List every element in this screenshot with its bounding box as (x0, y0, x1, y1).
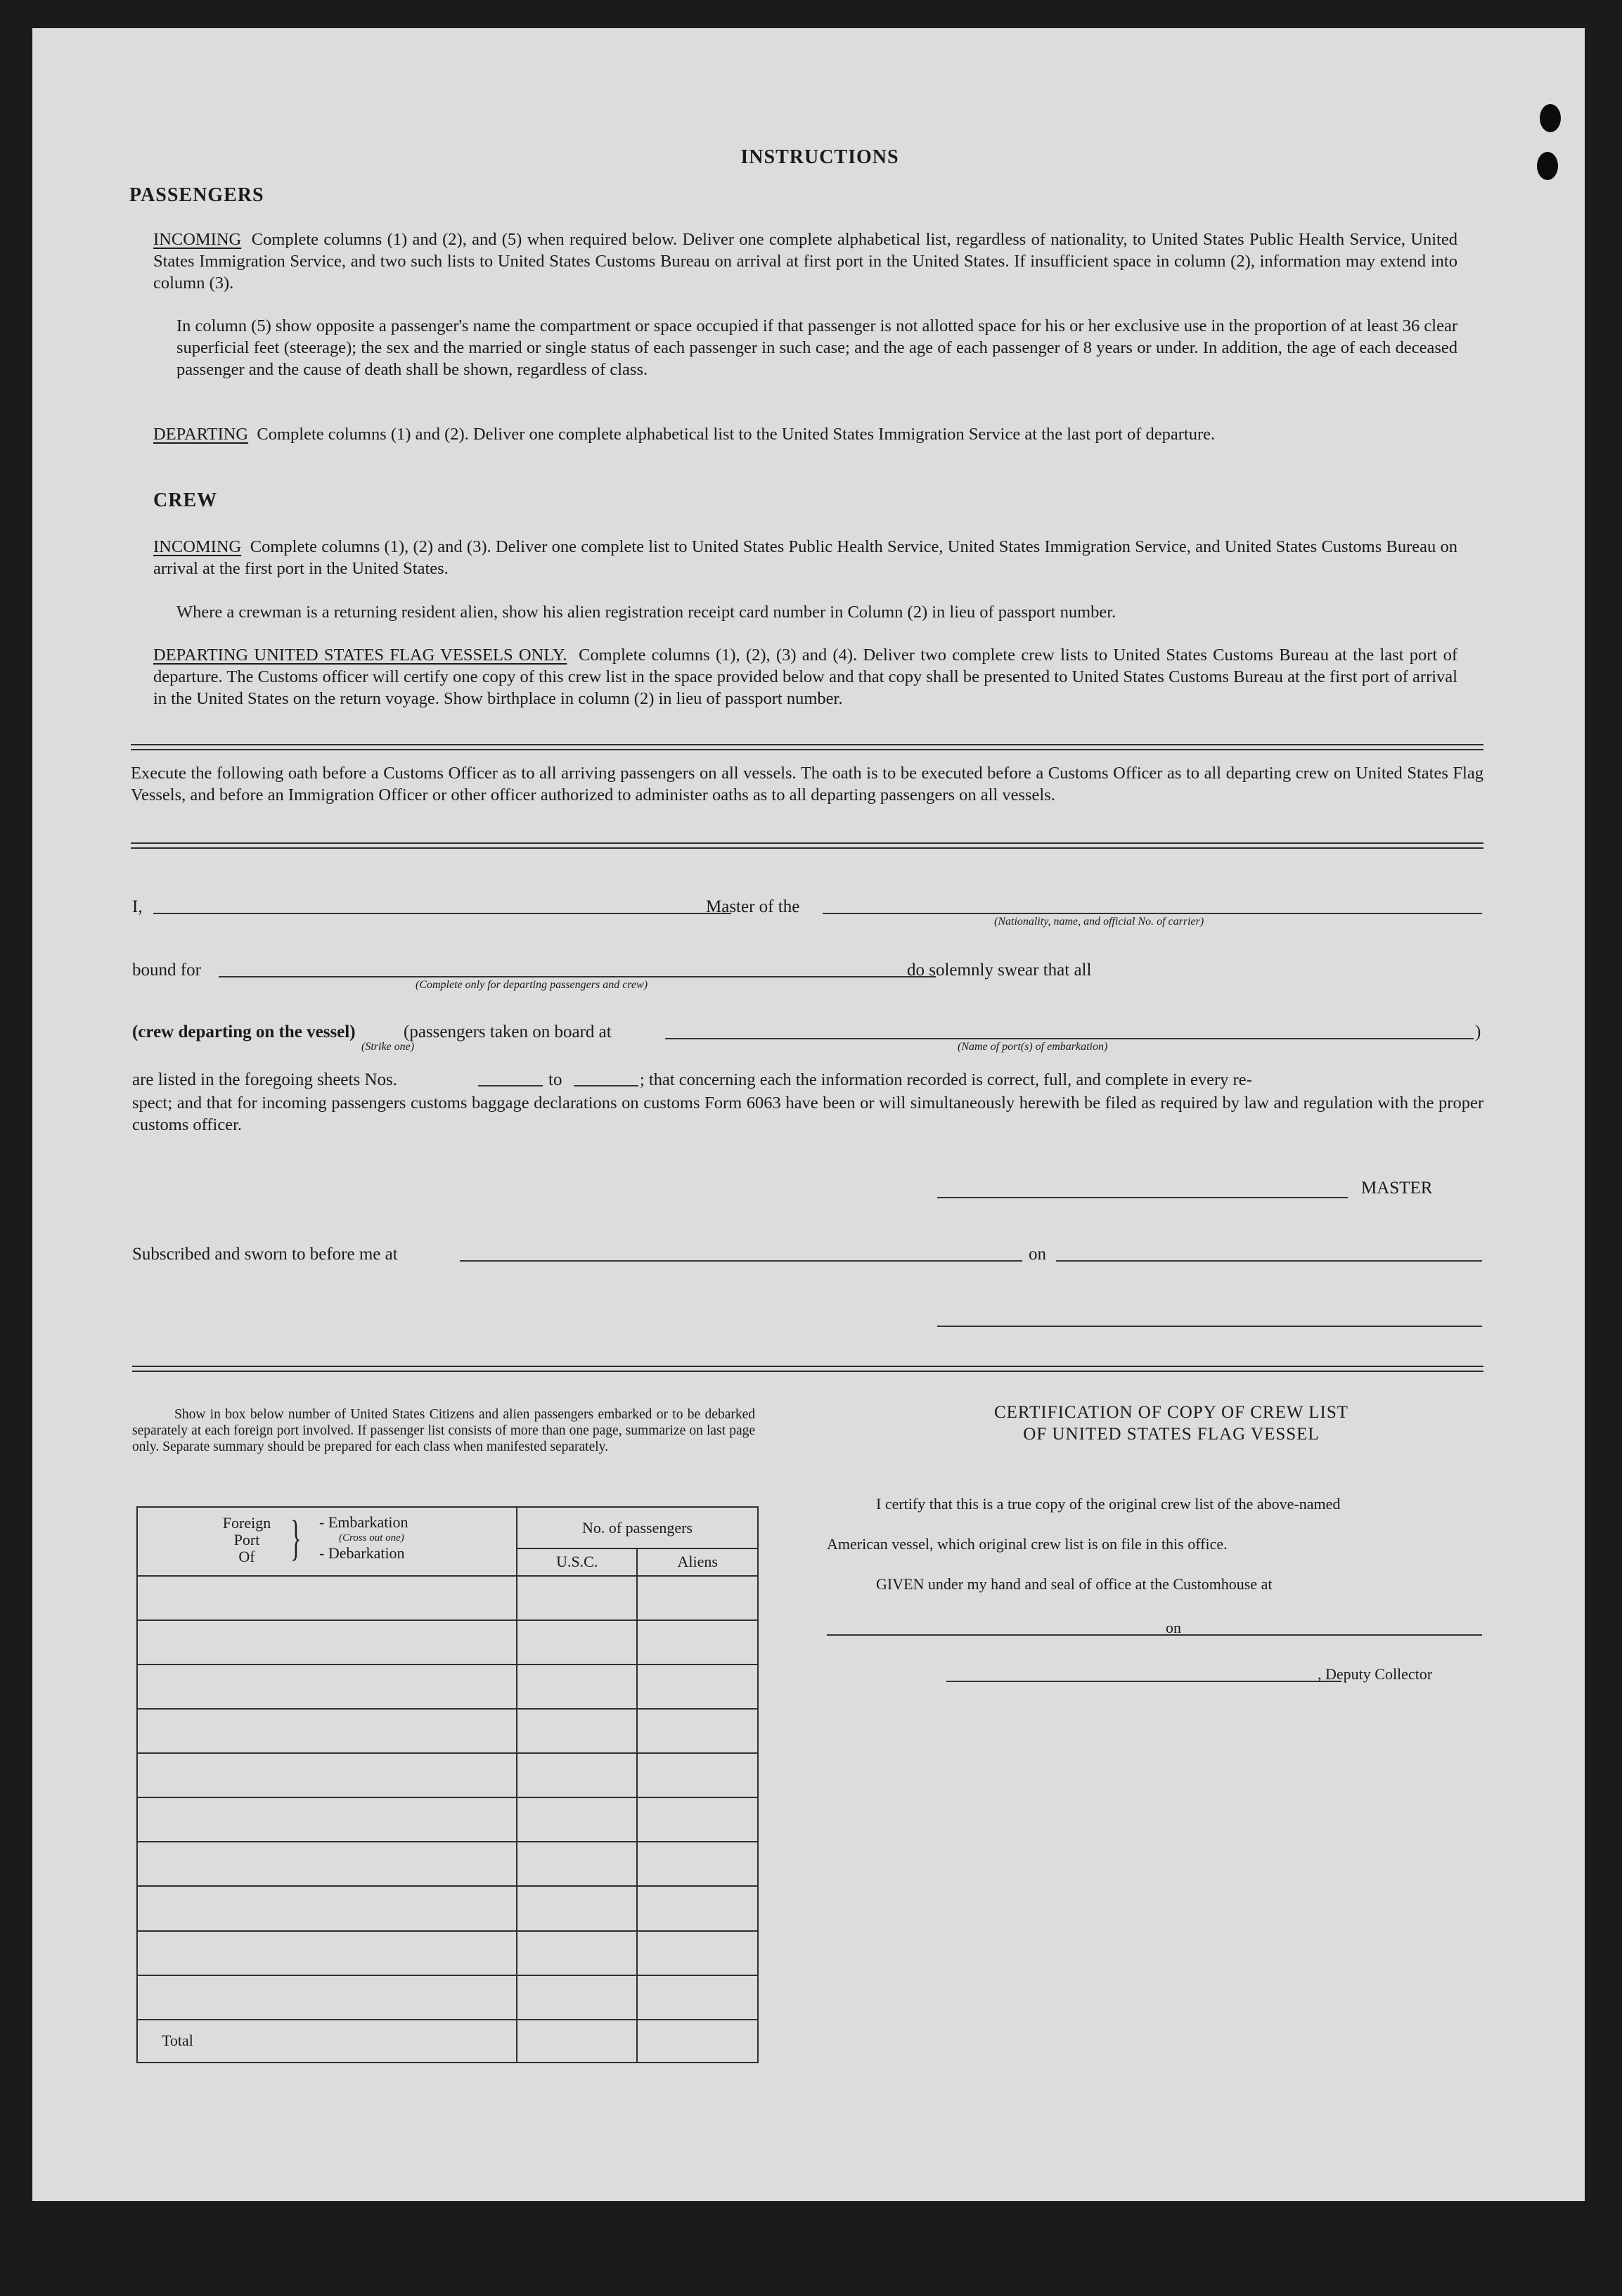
punch-hole (1537, 152, 1558, 180)
usc-cell[interactable] (517, 1753, 638, 1797)
aliens-cell[interactable] (637, 1620, 758, 1665)
usc-total-cell[interactable] (517, 2020, 638, 2063)
aliens-cell[interactable] (637, 1886, 758, 1930)
on-label: on (1029, 1245, 1046, 1264)
to-label: to (548, 1070, 562, 1089)
passengers-departing-paragraph (153, 423, 1457, 445)
listed-sheets-label: are listed in the foregoing sheets Nos. (132, 1070, 397, 1089)
passengers-column5-paragraph: In column (5) show opposite a passenger's name the compartment or space occupied if that passenger is not allotted space for his or her exclusive use in the proportion of at least 36 clear superficial feet (steerage); the sex and the married or single status of each passenger in such case; and the age of each passenger of 8 years or under. In addition, the age of each deceased passenger and the cause of death shall be shown, regardless of class. (176, 316, 1457, 379)
usc-cell[interactable] (517, 1797, 638, 1842)
no-passengers-header: No. of passengers (517, 1507, 758, 1548)
crew-incoming-label: INCOMING (153, 537, 242, 556)
usc-cell[interactable] (517, 1886, 638, 1930)
passengers-taken-option[interactable]: (passengers taken on board at (404, 1022, 612, 1041)
usc-cell[interactable] (517, 1709, 638, 1753)
port-cell[interactable] (137, 1975, 517, 2020)
usc-cell[interactable] (517, 1975, 638, 2020)
embarkation-options: - Embarkation (Cross out one) - Debarkation (319, 1513, 408, 1562)
officer-signature-field[interactable] (937, 1326, 1482, 1327)
sheet-from-field[interactable] (478, 1085, 543, 1086)
bound-for-field[interactable] (219, 976, 936, 977)
certification-title: CERTIFICATION OF COPY OF CREW LIST OF UNITED STATES FLAG VESSEL (993, 1403, 1349, 1444)
bound-for-label: bound for (132, 961, 201, 980)
strike-one-note: (Strike one) (361, 1041, 415, 1053)
port-cell[interactable] (137, 1665, 517, 1709)
form-sheet (32, 28, 1585, 2201)
usc-cell[interactable] (517, 1576, 638, 1620)
port-cell[interactable] (137, 1709, 517, 1753)
aliens-cell[interactable] (637, 1753, 758, 1797)
port-cell[interactable] (137, 1753, 517, 1797)
aliens-cell[interactable] (637, 1842, 758, 1886)
certification-date-field[interactable] (1187, 1634, 1482, 1636)
aliens-cell[interactable] (637, 1931, 758, 1975)
foreign-port-of-label: Foreign Port Of (222, 1514, 271, 1565)
crew-departing-text: Complete columns (1), (2), (3) and (4). Deliver two complete crew lists to United States Customs Bureau at the last port of departure. The Customs officer will certify one copy of this crew list in the space provided below and that copy shall be presented to United States Customs Bureau at the first port of arrival in the United States on the return voyage. Show birthplace in column (2) in lieu of passport number. (153, 646, 1457, 708)
brace-icon: } (290, 1511, 302, 1565)
instructions-title: INSTRUCTIONS (740, 146, 899, 168)
passengers-incoming-paragraph (153, 229, 1457, 294)
usc-cell[interactable] (517, 1665, 638, 1709)
aliens-cell[interactable] (637, 1709, 758, 1753)
aliens-cell[interactable] (637, 1797, 758, 1842)
total-label: Total (137, 2020, 517, 2063)
crew-departing-option-text: (crew departing on the vessel) (132, 1022, 356, 1041)
given-line: GIVEN under my hand and seal of office at the Customhouse at (876, 1575, 1273, 1593)
subscribed-label: Subscribed and sworn to before me at (132, 1245, 398, 1264)
usc-header: U.S.C. (517, 1548, 638, 1576)
passengers-departing-label: DEPARTING (153, 425, 249, 444)
port-cell[interactable] (137, 1842, 517, 1886)
swear-text: do solemnly swear that all (907, 961, 1092, 980)
listed-sheets-continuation: spect; and that for incoming passengers customs baggage declarations on customs Form 6063 have been or will simultaneously herewith be filed as required by law and regulation with the proper customs officer. (132, 1094, 1483, 1134)
sworn-date-field[interactable] (1056, 1260, 1482, 1262)
crew-departing-label: DEPARTING UNITED STATES FLAG VESSELS ONLY. (153, 646, 567, 665)
master-signature-field[interactable] (937, 1197, 1348, 1198)
passengers-incoming-text: Complete columns (1) and (2), and (5) when required below. Deliver one complete alphabetical list, regardless of nationality, to United States Public Health Service, United States Immigration Service, and two such lists to United States Customs Bureau on arrival at first port in the United States. If insufficient space in column (2), information may extend into column (3). (153, 230, 1457, 293)
crew-incoming-paragraph (153, 536, 1457, 579)
master-name-field[interactable] (153, 913, 731, 914)
passengers-heading: PASSENGERS (129, 184, 264, 206)
passengers-incoming-label: INCOMING (153, 230, 242, 249)
usc-cell[interactable] (517, 1931, 638, 1975)
oath-intro: Execute the following oath before a Customs Officer as to all arriving passengers on all vessels. The oath is to be executed before a Customs Officer as to all departing crew on United States Flag Vessels, and before an Immigration Officer or other officer authorized to administer oaths as to all departing passengers on all vessels. (131, 764, 1483, 804)
port-cell[interactable] (137, 1931, 517, 1975)
port-cell[interactable] (137, 1797, 517, 1842)
ports-note: (Name of port(s) of embarkation) (958, 1041, 1108, 1053)
usc-cell[interactable] (517, 1842, 638, 1886)
carrier-note: (Nationality, name, and official No. of carrier) (994, 916, 1204, 928)
passengers-departing-text: Complete columns (1) and (2). Deliver one complete alphabetical list to the United States Immigration Service at the last port of departure. (257, 425, 1216, 444)
bound-for-note: (Complete only for departing passengers and crew) (416, 979, 648, 991)
oath-i-label: I, (132, 897, 143, 916)
sheet-to-field[interactable] (574, 1085, 638, 1086)
aliens-cell[interactable] (637, 1665, 758, 1709)
customhouse-field[interactable] (827, 1634, 1188, 1636)
port-header-cell (137, 1507, 517, 1576)
sworn-place-field[interactable] (460, 1260, 1022, 1262)
port-cell[interactable] (137, 1576, 517, 1620)
deputy-collector-signature-field[interactable] (946, 1681, 1341, 1682)
aliens-cell[interactable] (637, 1975, 758, 2020)
aliens-total-cell[interactable] (637, 2020, 758, 2063)
crew-departing-option[interactable] (132, 1022, 356, 1042)
master-label: MASTER (1361, 1179, 1433, 1198)
aliens-cell[interactable] (637, 1576, 758, 1620)
master-of-the-label: Master of the (706, 897, 800, 916)
port-cell[interactable] (137, 1620, 517, 1665)
port-cell[interactable] (137, 1886, 517, 1930)
carrier-field[interactable] (823, 913, 1482, 914)
deputy-collector-label: , Deputy Collector (1318, 1665, 1433, 1683)
crew-departing-paragraph (153, 644, 1457, 710)
section-divider (131, 842, 1483, 849)
section-divider (132, 1366, 1483, 1372)
crew-incoming-text: Complete columns (1), (2) and (3). Deliver one complete list to United States Public Health Service, United States Immigration Service, and United States Customs Bureau on arrival at the first port in the United States. (153, 537, 1457, 578)
certify-line-1: I certify that this is a true copy of the original crew list of the above-named (876, 1495, 1341, 1513)
punch-hole (1540, 104, 1561, 132)
summary-instructions: Show in box below number of United States Citizens and alien passengers embarked or to be debarked separately at each foreign port involved. If passenger list consists of more than one page, summarize on last page only. Separate summary should be prepared for each class when manifested separately. (132, 1407, 755, 1454)
certify-line-2: American vessel, which original crew list is on file in this office. (827, 1535, 1228, 1553)
aliens-header: Aliens (637, 1548, 758, 1576)
close-paren: ) (1475, 1022, 1481, 1041)
section-divider (131, 744, 1483, 750)
usc-cell[interactable] (517, 1620, 638, 1665)
certification-on-label: on (1166, 1619, 1181, 1636)
passenger-summary-table (136, 1506, 759, 2063)
crew-heading: CREW (153, 489, 218, 511)
crew-alien-paragraph: Where a crewman is a returning resident alien, show his alien registration receipt card number in Column (2) in lieu of passport number. (176, 603, 1116, 622)
embarkation-ports-field[interactable] (665, 1038, 1474, 1039)
listed-sheets-text: ; that concerning each the information recorded is correct, full, and complete in every re- (640, 1070, 1252, 1089)
